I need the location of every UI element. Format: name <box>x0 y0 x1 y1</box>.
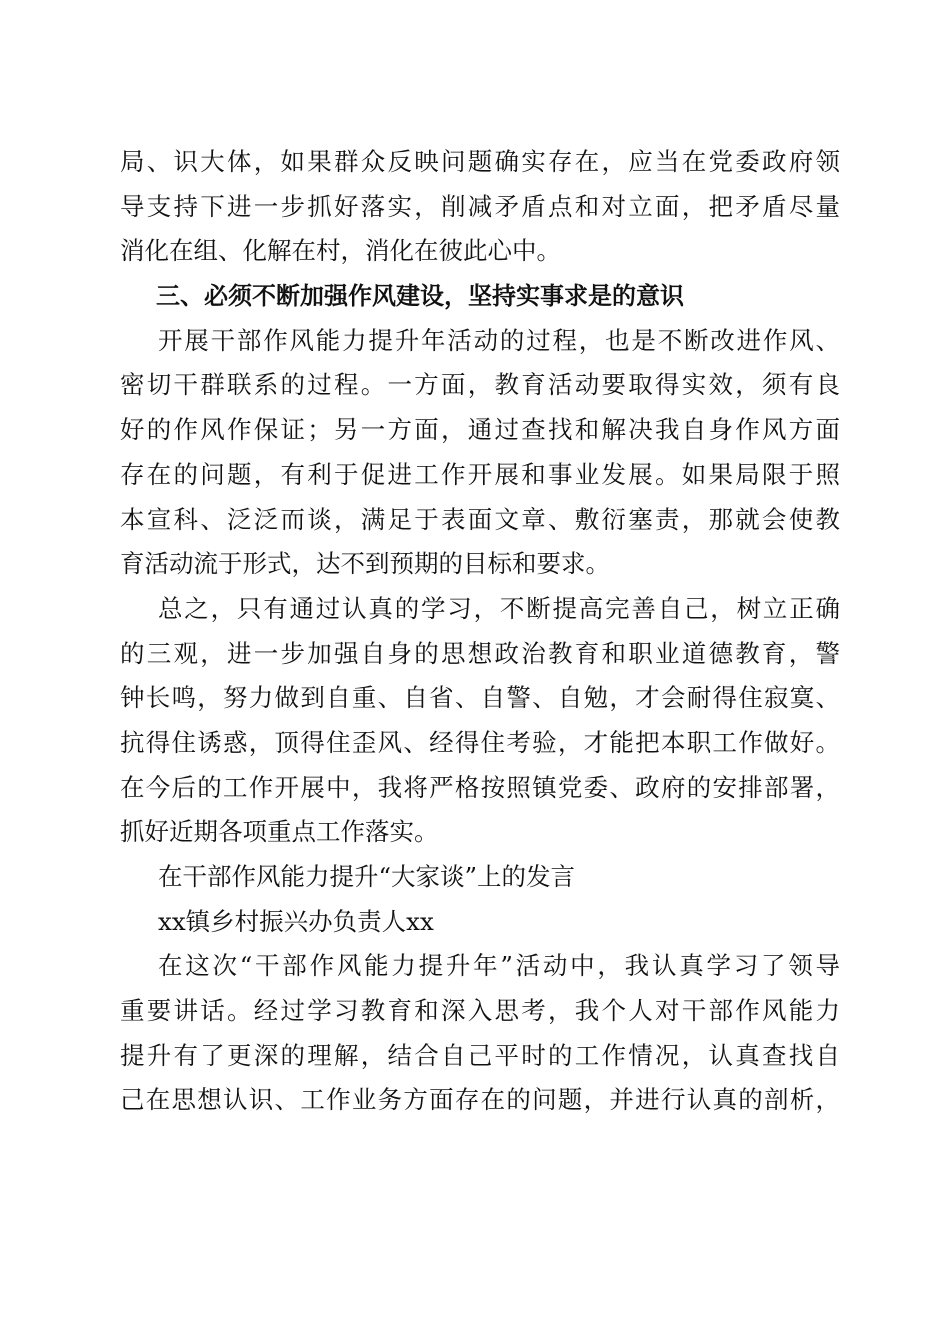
speech-title: 在干部作风能力提升“大家谈”上的发言 <box>158 862 576 891</box>
paragraph-line: 好的作风作保证；另一方面，通过查找和解决我自身作风方面 <box>120 415 840 445</box>
paragraph-line: 存在的问题，有利于促进工作开展和事业发展。如果局限于照 <box>120 459 840 489</box>
paragraph-line: 提升有了更深的理解，结合自己平时的工作情况，认真查找自 <box>120 1040 840 1070</box>
paragraph-line: 在今后的工作开展中，我将严格按照镇党委、政府的安排部署， <box>120 772 840 802</box>
section-heading: 三、必须不断加强作风建设，坚持实事求是的意识 <box>156 282 684 311</box>
paragraph-line: 导支持下进一步抓好落实，削减矛盾点和对立面，把矛盾尽量 <box>120 191 840 221</box>
paragraph-line: 在这次“干部作风能力提升年”活动中，我认真学习了领导 <box>158 951 840 981</box>
paragraph-line: 消化在组、化解在村，消化在彼此心中。 <box>120 236 561 266</box>
paragraph-line: 己在思想认识、工作业务方面存在的问题，并进行认真的剖析， <box>120 1085 840 1115</box>
paragraph-line: 重要讲话。经过学习教育和深入思考，我个人对干部作风能力 <box>120 996 840 1026</box>
paragraph-line: 抗得住诱惑，顶得住歪风、经得住考验，才能把本职工作做好。 <box>120 727 840 757</box>
paragraph-line: 的三观，进一步加强自身的思想政治教育和职业道德教育，警 <box>120 638 840 668</box>
paragraph-line: 局、识大体，如果群众反映问题确实存在，应当在党委政府领 <box>120 147 840 176</box>
paragraph-line: 育活动流于形式，达不到预期的目标和要求。 <box>120 549 610 579</box>
paragraph-line: 抓好近期各项重点工作落实。 <box>120 817 439 847</box>
paragraph-line: 开展干部作风能力提升年活动的过程，也是不断改进作风、 <box>158 325 840 355</box>
paragraph-line: 总之，只有通过认真的学习，不断提高完善自己，树立正确 <box>158 593 840 623</box>
speaker-line: xx镇乡村振兴办负责人xx <box>158 906 434 936</box>
paragraph-line: 本宣科、泛泛而谈，满足于表面文章、敷衍塞责，那就会使教 <box>120 504 840 534</box>
document-page <box>120 140 840 1123</box>
paragraph-line: 密切干群联系的过程。一方面，教育活动要取得实效，须有良 <box>120 370 840 400</box>
paragraph-line: 钟长鸣，努力做到自重、自省、自警、自勉，才会耐得住寂寞、 <box>120 683 840 713</box>
